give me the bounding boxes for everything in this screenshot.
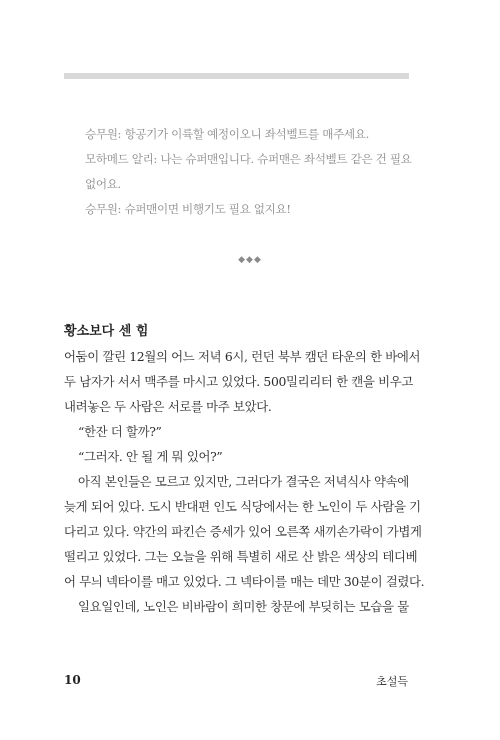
- page-number: 10: [64, 673, 81, 687]
- dialogue-block: [85, 122, 415, 222]
- section-ornament: ◆◆◆: [238, 255, 262, 265]
- body-line: 아직 본인들은 모르고 있지만, 그러다가 결국은 저녁식사 약속에: [78, 474, 409, 489]
- body-line: 늦게 되어 있다. 도시 반대편 인도 식당에서는 한 노인이 두 사람을 기: [64, 499, 421, 514]
- body-line: 두 남자가 서서 맥주를 마시고 있었다. 500밀리리터 한 캔을 비우고: [64, 374, 413, 389]
- dialogue-line: 승무원: 슈퍼맨이면 비행기도 필요 없지요!: [85, 202, 291, 216]
- body-line: 어 무늬 넥타이를 매고 있었다. 그 넥타이를 매는 데만 30분이 걸렸다.: [64, 574, 425, 589]
- header-divider: [64, 73, 409, 79]
- body-line: 어둠이 깔린 12월의 어느 저녁 6시, 런던 북부 캠던 타운의 한 바에서: [64, 349, 421, 364]
- body-line: 떨리고 있었다. 그는 오늘을 위해 특별히 새로 산 밝은 색상의 테디베: [64, 549, 418, 564]
- body-text: [64, 344, 425, 619]
- dialogue-line: 모하메드 알리: 나는 슈퍼맨입니다. 슈퍼맨은 좌석벨트 같은 건 필요: [85, 152, 412, 166]
- body-line: 다리고 있다. 약간의 파킨슨 증세가 있어 오른쪽 새끼손가락이 가볍게: [64, 524, 422, 539]
- body-line: “한잔 더 할까?”: [78, 424, 162, 439]
- body-line: “그러자. 안 될 게 뭐 있어?”: [78, 449, 223, 464]
- running-title: 초설득: [376, 675, 408, 688]
- body-line: 내려놓은 두 사람은 서로를 마주 보았다.: [64, 399, 272, 414]
- dialogue-line: 승무원: 항공기가 이륙할 예정이오니 좌석벨트를 매주세요.: [85, 127, 369, 141]
- section-heading: 황소보다 센 힘: [64, 324, 149, 339]
- dialogue-line: 없어요.: [85, 177, 121, 191]
- body-line: 일요일인데, 노인은 비바람이 희미한 창문에 부딪히는 모습을 물: [78, 599, 409, 614]
